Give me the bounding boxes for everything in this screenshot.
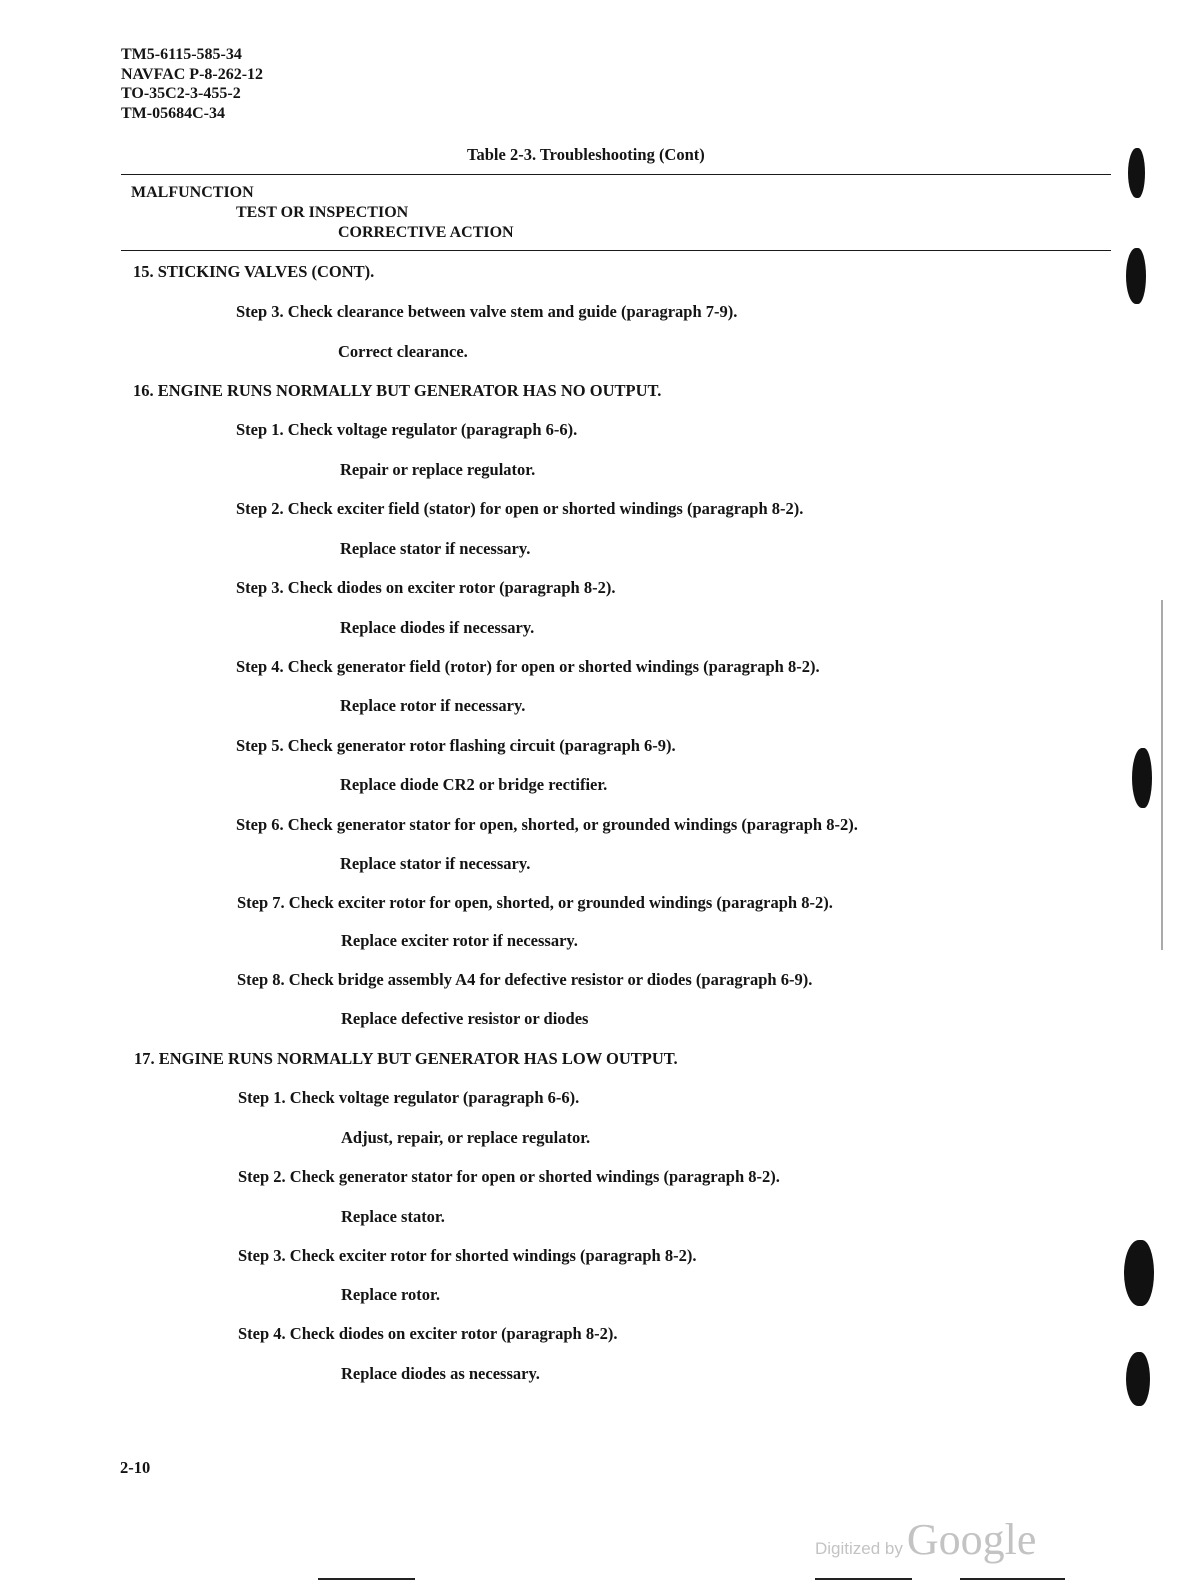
table-header-rule [121, 250, 1111, 251]
malfunction-heading: 17. ENGINE RUNS NORMALLY BUT GENERATOR HAS LOW OUTPUT. [134, 1049, 678, 1068]
corrective-action: Replace exciter rotor if necessary. [341, 931, 578, 950]
table-top-rule [121, 174, 1111, 175]
test-step: Step 1. Check voltage regulator (paragraph 6-6). [238, 1088, 580, 1107]
column-header-corrective-action: CORRECTIVE ACTION [338, 224, 514, 241]
test-step: Step 4. Check diodes on exciter rotor (paragraph 8-2). [238, 1324, 618, 1343]
binder-hole-mark [1128, 148, 1145, 198]
scan-bottom-line [815, 1578, 912, 1580]
document-id-block [121, 45, 263, 123]
test-step: Step 1. Check voltage regulator (paragraph 6-6). [236, 420, 578, 439]
test-step: Step 3. Check clearance between valve stem and guide (paragraph 7-9). [236, 302, 738, 321]
test-step: Step 5. Check generator rotor flashing circuit (paragraph 6-9). [236, 736, 676, 755]
test-step: Step 3. Check exciter rotor for shorted windings (paragraph 8-2). [238, 1246, 697, 1265]
malfunction-heading: 16. ENGINE RUNS NORMALLY BUT GENERATOR HAS NO OUTPUT. [133, 381, 662, 400]
test-step: Step 2. Check exciter field (stator) for open or shorted windings (paragraph 8-2). [236, 499, 804, 518]
corrective-action: Replace stator if necessary. [340, 539, 531, 558]
test-step: Step 3. Check diodes on exciter rotor (paragraph 8-2). [236, 578, 616, 597]
test-step: Step 8. Check bridge assembly A4 for defective resistor or diodes (paragraph 6-9). [237, 970, 813, 989]
binder-hole-mark [1124, 1240, 1154, 1306]
column-header-malfunction: MALFUNCTION [131, 184, 254, 201]
malfunction-heading: 15. STICKING VALVES (CONT). [133, 262, 375, 281]
scan-bottom-line [960, 1578, 1065, 1580]
document-id: TM-05684C-34 [121, 104, 225, 122]
corrective-action: Replace diode CR2 or bridge rectifier. [340, 775, 608, 794]
corrective-action: Replace stator if necessary. [340, 854, 531, 873]
corrective-action: Replace rotor. [341, 1285, 440, 1304]
corrective-action: Replace diodes as necessary. [341, 1364, 540, 1383]
binder-hole-mark [1126, 1352, 1150, 1406]
corrective-action: Replace defective resistor or diodes [341, 1009, 589, 1028]
test-step: Step 4. Check generator field (rotor) for open or shorted windings (paragraph 8-2). [236, 657, 820, 676]
corrective-action: Replace diodes if necessary. [340, 618, 535, 637]
corrective-action: Repair or replace regulator. [340, 460, 536, 479]
corrective-action: Replace stator. [341, 1207, 445, 1226]
document-id: TO-35C2-3-455-2 [121, 85, 241, 102]
google-watermark [815, 1514, 1036, 1565]
binder-hole-mark [1126, 248, 1146, 304]
page-number: 2-10 [120, 1458, 151, 1477]
scan-edge-line [1161, 600, 1163, 950]
test-step: Step 7. Check exciter rotor for open, shorted, or grounded windings (paragraph 8-2). [237, 893, 833, 912]
document-id: NAVFAC P-8-262-12 [121, 65, 264, 83]
watermark-brand: Google [906, 1515, 1037, 1564]
document-id: TM5-6115-585-34 [121, 46, 242, 63]
corrective-action: Correct clearance. [338, 342, 468, 361]
binder-hole-mark [1132, 748, 1152, 808]
column-header-test-or-inspection: TEST OR INSPECTION [236, 204, 409, 221]
test-step: Step 2. Check generator stator for open or shorted windings (paragraph 8-2). [238, 1167, 780, 1186]
corrective-action: Replace rotor if necessary. [340, 696, 526, 715]
table-caption: Table 2-3. Troubleshooting (Cont) [467, 145, 705, 164]
watermark-prefix: Digitized by [815, 1539, 903, 1558]
test-step: Step 6. Check generator stator for open, shorted, or grounded windings (paragraph 8-2). [236, 815, 858, 834]
scan-bottom-line [318, 1578, 415, 1580]
corrective-action: Adjust, repair, or replace regulator. [341, 1128, 591, 1147]
